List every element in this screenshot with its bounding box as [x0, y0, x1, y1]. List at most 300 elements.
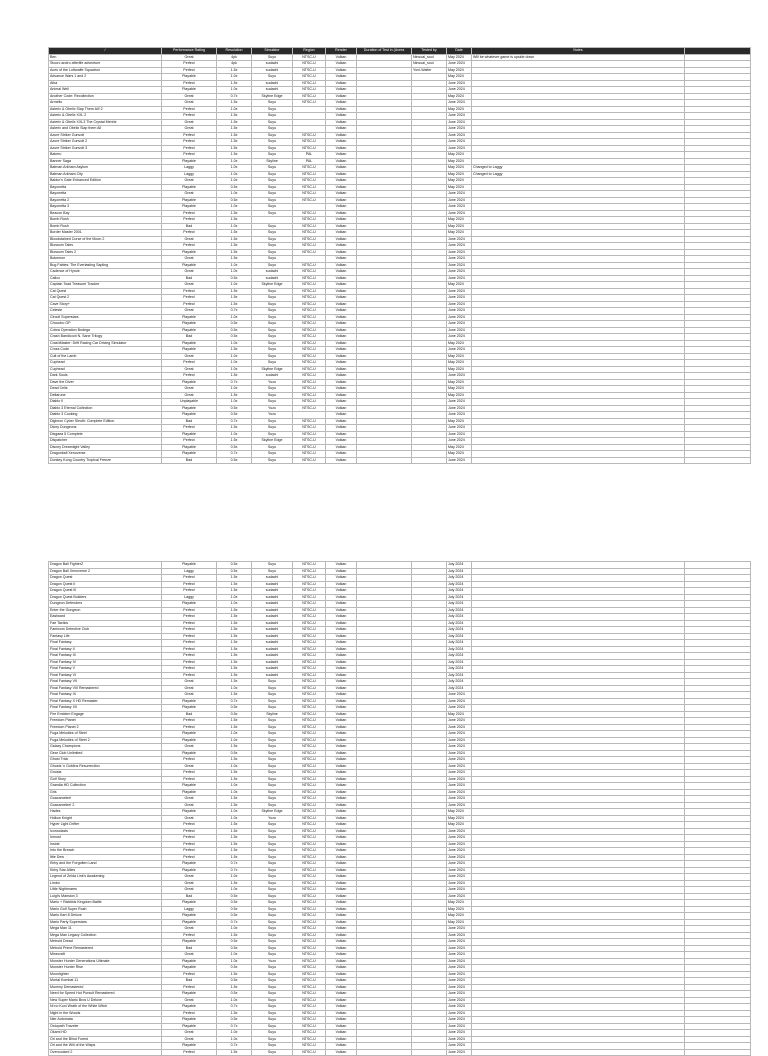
game-name-cell[interactable]: Another Code: Recollection: [49, 93, 162, 100]
performance-rating-cell[interactable]: Great: [162, 236, 217, 243]
region-cell[interactable]: NTSC-U: [293, 835, 326, 842]
game-name-cell[interactable]: Dragon Quest II: [49, 581, 162, 588]
resolution-cell[interactable]: 0.5x: [217, 197, 252, 204]
date-cell[interactable]: June 2024: [447, 119, 472, 126]
region-cell[interactable]: NTSC-U: [293, 867, 326, 874]
region-cell[interactable]: NTSC-U: [293, 893, 326, 900]
resolution-cell[interactable]: 0.7x: [217, 308, 252, 315]
resolution-cell[interactable]: 0.7x: [217, 1023, 252, 1030]
game-name-cell[interactable]: Little Nightmares: [49, 887, 162, 894]
performance-rating-cell[interactable]: Great: [162, 191, 217, 198]
simulator-cell[interactable]: sudachi: [252, 275, 293, 282]
simulator-cell[interactable]: sudachi: [252, 80, 293, 87]
render-cell[interactable]: Vulkan: [326, 405, 357, 412]
simulator-cell[interactable]: sudachi: [252, 61, 293, 68]
render-cell[interactable]: Vulkan: [326, 249, 357, 256]
performance-rating-cell[interactable]: Playable: [162, 601, 217, 608]
game-name-cell[interactable]: Gear Club Unlimited: [49, 750, 162, 757]
simulator-cell[interactable]: Suyu: [252, 1036, 293, 1043]
render-cell[interactable]: Vulkan: [326, 314, 357, 321]
resolution-cell[interactable]: 1.0x: [217, 789, 252, 796]
simulator-cell[interactable]: Suyu: [252, 737, 293, 744]
game-name-cell[interactable]: Ori and the Blind Forest: [49, 1036, 162, 1043]
date-cell[interactable]: June 2024: [447, 783, 472, 790]
date-cell[interactable]: June 2024: [447, 327, 472, 334]
game-name-cell[interactable]: Dave the Diver: [49, 379, 162, 386]
simulator-cell[interactable]: Skyline Edge: [252, 438, 293, 445]
region-cell[interactable]: NTSC-U: [293, 932, 326, 939]
performance-rating-cell[interactable]: Great: [162, 815, 217, 822]
region-cell[interactable]: NTSC-U: [293, 444, 326, 451]
render-cell[interactable]: Vulkan: [326, 93, 357, 100]
resolution-cell[interactable]: 1.0x: [217, 958, 252, 965]
simulator-cell[interactable]: Suyu: [252, 562, 293, 569]
render-cell[interactable]: Vulkan: [326, 562, 357, 569]
date-cell[interactable]: June 2024: [447, 835, 472, 842]
date-cell[interactable]: June 2024: [447, 776, 472, 783]
game-name-cell[interactable]: Asterix & Obelix XXL3 The Crystal Menhir: [49, 119, 162, 126]
region-cell[interactable]: NTSC-U: [293, 750, 326, 757]
date-cell[interactable]: May 2024: [447, 353, 472, 360]
date-cell[interactable]: July 2024: [447, 653, 472, 660]
performance-rating-cell[interactable]: Great: [162, 880, 217, 887]
region-cell[interactable]: NTSC-U: [293, 685, 326, 692]
game-name-cell[interactable]: Hollow Knight: [49, 815, 162, 822]
region-cell[interactable]: NTSC-U: [293, 93, 326, 100]
region-cell[interactable]: NTSC-U: [293, 581, 326, 588]
render-cell[interactable]: Vulkan: [326, 685, 357, 692]
game-name-cell[interactable]: Gnosia: [49, 770, 162, 777]
region-cell[interactable]: NTSC-U: [293, 321, 326, 328]
render-cell[interactable]: Vulkan: [326, 887, 357, 894]
region-cell[interactable]: NTSC-U: [293, 327, 326, 334]
resolution-cell[interactable]: 0.5x: [217, 711, 252, 718]
resolution-cell[interactable]: 0.7x: [217, 861, 252, 868]
render-cell[interactable]: Vulkan: [326, 906, 357, 913]
region-cell[interactable]: NTSC-U: [293, 223, 326, 230]
performance-rating-cell[interactable]: Perfect: [162, 139, 217, 146]
simulator-cell[interactable]: sudachi: [252, 594, 293, 601]
date-cell[interactable]: May 2024: [447, 366, 472, 373]
region-cell[interactable]: NTSC-U: [293, 880, 326, 887]
resolution-cell[interactable]: 0.5x: [217, 750, 252, 757]
date-cell[interactable]: May 2024: [447, 386, 472, 393]
performance-rating-cell[interactable]: Playable: [162, 379, 217, 386]
date-cell[interactable]: June 2024: [447, 347, 472, 354]
simulator-cell[interactable]: Suyu: [252, 913, 293, 920]
simulator-cell[interactable]: Suyu: [252, 841, 293, 848]
render-cell[interactable]: Vulkan: [326, 822, 357, 829]
simulator-cell[interactable]: Suyu: [252, 327, 293, 334]
resolution-cell[interactable]: 1.5x: [217, 880, 252, 887]
simulator-cell[interactable]: Suyu: [252, 288, 293, 295]
simulator-cell[interactable]: Suyu: [252, 679, 293, 686]
performance-rating-cell[interactable]: Perfect: [162, 822, 217, 829]
performance-rating-cell[interactable]: Bad: [162, 978, 217, 985]
render-cell[interactable]: Vulkan: [326, 262, 357, 269]
performance-rating-cell[interactable]: Bad: [162, 457, 217, 464]
game-name-cell[interactable]: Ori and the Will of the Wisps: [49, 1043, 162, 1050]
performance-rating-cell[interactable]: Perfect: [162, 113, 217, 120]
region-cell[interactable]: NTSC-U: [293, 340, 326, 347]
region-cell[interactable]: NTSC-U: [293, 61, 326, 68]
simulator-cell[interactable]: Suyu: [252, 132, 293, 139]
performance-rating-cell[interactable]: Great: [162, 353, 217, 360]
render-cell[interactable]: Vulkan: [326, 425, 357, 432]
region-cell[interactable]: NTSC-U: [293, 640, 326, 647]
game-name-cell[interactable]: Bug Fables: The Everlasting Sapling: [49, 262, 162, 269]
render-cell[interactable]: Vulkan: [326, 119, 357, 126]
tested-by-cell[interactable]: [412, 1049, 447, 1056]
region-cell[interactable]: NTSC-U: [293, 1010, 326, 1017]
date-cell[interactable]: July 2024: [447, 581, 472, 588]
date-cell[interactable]: June 2024: [447, 321, 472, 328]
render-cell[interactable]: Vulkan: [326, 978, 357, 985]
region-cell[interactable]: NTSC-U: [293, 737, 326, 744]
resolution-cell[interactable]: 1.0x: [217, 314, 252, 321]
render-cell[interactable]: Vulkan: [326, 392, 357, 399]
region-cell[interactable]: NTSC-U: [293, 54, 326, 61]
resolution-cell[interactable]: 1.5x: [217, 575, 252, 582]
render-cell[interactable]: Vulkan: [326, 945, 357, 952]
render-cell[interactable]: Vulkan: [326, 575, 357, 582]
region-cell[interactable]: NTSC-U: [293, 1004, 326, 1011]
render-cell[interactable]: Vulkan: [326, 353, 357, 360]
performance-rating-cell[interactable]: Perfect: [162, 633, 217, 640]
simulator-cell[interactable]: Suyu: [252, 152, 293, 159]
render-cell[interactable]: Vulkan: [326, 991, 357, 998]
game-name-cell[interactable]: Ghosts 'n Goblins Resurrection: [49, 763, 162, 770]
render-cell[interactable]: Vulkan: [326, 711, 357, 718]
date-cell[interactable]: May 2024: [447, 815, 472, 822]
region-cell[interactable]: NTSC-U: [293, 1043, 326, 1050]
simulator-cell[interactable]: Suyu: [252, 210, 293, 217]
simulator-cell[interactable]: Suyu: [252, 334, 293, 341]
date-cell[interactable]: June 2024: [447, 757, 472, 764]
render-cell[interactable]: Vulkan: [326, 282, 357, 289]
resolution-cell[interactable]: 0.5x: [217, 275, 252, 282]
region-cell[interactable]: NTSC-U: [293, 802, 326, 809]
date-cell[interactable]: May 2024: [447, 444, 472, 451]
render-cell[interactable]: Vulkan: [326, 763, 357, 770]
simulator-cell[interactable]: Suyu: [252, 828, 293, 835]
region-cell[interactable]: NTSC-U: [293, 275, 326, 282]
render-cell[interactable]: Vulkan: [326, 178, 357, 185]
render-cell[interactable]: Vulkan: [326, 321, 357, 328]
render-cell[interactable]: Vulkan: [326, 815, 357, 822]
resolution-cell[interactable]: 0.5x: [217, 900, 252, 907]
region-cell[interactable]: NTSC-U: [293, 594, 326, 601]
region-cell[interactable]: NTSC-U: [293, 438, 326, 445]
date-cell[interactable]: June 2024: [447, 731, 472, 738]
region-cell[interactable]: NTSC-U: [293, 178, 326, 185]
game-name-cell[interactable]: Fantasy Life: [49, 633, 162, 640]
region-cell[interactable]: NTSC-U: [293, 1017, 326, 1024]
render-cell[interactable]: Vulkan: [326, 646, 357, 653]
resolution-cell[interactable]: 1.5x: [217, 653, 252, 660]
region-cell[interactable]: NTSC-U: [293, 906, 326, 913]
region-cell[interactable]: NTSC-U: [293, 314, 326, 321]
region-cell[interactable]: NTSC-U: [293, 366, 326, 373]
render-cell[interactable]: Vulkan: [326, 672, 357, 679]
simulator-cell[interactable]: Suyu: [252, 1017, 293, 1024]
render-cell[interactable]: Vulkan: [326, 457, 357, 464]
simulator-cell[interactable]: Suyu: [252, 230, 293, 237]
game-name-cell[interactable]: Iconoclasts: [49, 828, 162, 835]
performance-rating-cell[interactable]: Perfect: [162, 230, 217, 237]
render-cell[interactable]: Vulkan: [326, 854, 357, 861]
performance-rating-cell[interactable]: Unplayable: [162, 399, 217, 406]
render-cell[interactable]: Vulkan: [326, 802, 357, 809]
simulator-cell[interactable]: Skyline Edge: [252, 809, 293, 816]
game-name-cell[interactable]: Need for Speed Hot Pursuit Remastered: [49, 991, 162, 998]
render-cell[interactable]: Vulkan: [326, 418, 357, 425]
region-cell[interactable]: NTSC-U: [293, 900, 326, 907]
render-cell[interactable]: Vulkan: [326, 113, 357, 120]
render-cell[interactable]: Vulkan: [326, 236, 357, 243]
date-cell[interactable]: June 2024: [447, 249, 472, 256]
render-cell[interactable]: Vulkan: [326, 1017, 357, 1024]
resolution-cell[interactable]: 1.0x: [217, 178, 252, 185]
simulator-cell[interactable]: Suyu: [252, 178, 293, 185]
render-cell[interactable]: Vulkan: [326, 191, 357, 198]
resolution-cell[interactable]: 1.0x: [217, 74, 252, 81]
date-cell[interactable]: June 2024: [447, 210, 472, 217]
region-cell[interactable]: NTSC-U: [293, 301, 326, 308]
performance-rating-cell[interactable]: Perfect: [162, 145, 217, 152]
performance-rating-cell[interactable]: Perfect: [162, 835, 217, 842]
date-cell[interactable]: June 2024: [447, 438, 472, 445]
performance-rating-cell[interactable]: Perfect: [162, 438, 217, 445]
simulator-cell[interactable]: Suyu: [252, 1023, 293, 1030]
render-cell[interactable]: Vulkan: [326, 217, 357, 224]
performance-rating-cell[interactable]: Playable: [162, 412, 217, 419]
game-name-cell[interactable]: Legend of Zelda Link's Awakening: [49, 874, 162, 881]
simulator-cell[interactable]: Suyu: [252, 100, 293, 107]
render-cell[interactable]: Vulkan: [326, 152, 357, 159]
duration-cell[interactable]: [357, 457, 412, 464]
resolution-cell[interactable]: 1.5x: [217, 724, 252, 731]
resolution-cell[interactable]: 0.5x: [217, 457, 252, 464]
render-cell[interactable]: Vulkan: [326, 666, 357, 673]
render-cell[interactable]: Vulkan: [326, 919, 357, 926]
render-cell[interactable]: Vulkan: [326, 796, 357, 803]
performance-rating-cell[interactable]: Great: [162, 282, 217, 289]
simulator-cell[interactable]: Suyu: [252, 783, 293, 790]
resolution-cell[interactable]: 1.5x: [217, 373, 252, 380]
resolution-cell[interactable]: 1.0x: [217, 601, 252, 608]
resolution-cell[interactable]: 1.5x: [217, 438, 252, 445]
region-cell[interactable]: NTSC-U: [293, 971, 326, 978]
simulator-cell[interactable]: Suyu: [252, 386, 293, 393]
game-name-cell[interactable]: Mega Man Legacy Collection: [49, 932, 162, 939]
date-cell[interactable]: May 2024: [447, 906, 472, 913]
game-name-cell[interactable]: Cat Quest 2: [49, 295, 162, 302]
game-name-cell[interactable]: Cave Story+: [49, 301, 162, 308]
performance-rating-cell[interactable]: Perfect: [162, 425, 217, 432]
render-cell[interactable]: Vulkan: [326, 1023, 357, 1030]
simulator-cell[interactable]: Suyu: [252, 685, 293, 692]
resolution-cell[interactable]: 1.5x: [217, 139, 252, 146]
game-name-cell[interactable]: Advance Wars 1 and 2: [49, 74, 162, 81]
resolution-cell[interactable]: 0.7x: [217, 379, 252, 386]
resolution-cell[interactable]: 1.0x: [217, 353, 252, 360]
resolution-cell[interactable]: 1.5x: [217, 607, 252, 614]
render-cell[interactable]: Vulkan: [326, 614, 357, 621]
region-cell[interactable]: NTSC-U: [293, 405, 326, 412]
date-cell[interactable]: June 2024: [447, 978, 472, 985]
game-name-cell[interactable]: Crash Bandicoot N. Sane Trilogy: [49, 334, 162, 341]
date-cell[interactable]: June 2024: [447, 802, 472, 809]
resolution-cell[interactable]: 1.5x: [217, 932, 252, 939]
simulator-cell[interactable]: Suyu: [252, 360, 293, 367]
render-cell[interactable]: Vulkan: [326, 588, 357, 595]
date-cell[interactable]: May 2024: [447, 171, 472, 178]
simulator-cell[interactable]: sudachi: [252, 588, 293, 595]
date-cell[interactable]: June 2024: [447, 243, 472, 250]
simulator-cell[interactable]: Suyu: [252, 698, 293, 705]
render-cell[interactable]: Vulkan: [326, 1004, 357, 1011]
date-cell[interactable]: June 2024: [447, 932, 472, 939]
date-cell[interactable]: June 2024: [447, 750, 472, 757]
simulator-cell[interactable]: Yuzu: [252, 405, 293, 412]
performance-rating-cell[interactable]: Perfect: [162, 373, 217, 380]
simulator-cell[interactable]: Suyu: [252, 353, 293, 360]
date-cell[interactable]: June 2024: [447, 314, 472, 321]
resolution-cell[interactable]: 1.5x: [217, 243, 252, 250]
performance-rating-cell[interactable]: Perfect: [162, 575, 217, 582]
render-cell[interactable]: Vulkan: [326, 223, 357, 230]
render-cell[interactable]: Vulkan: [326, 184, 357, 191]
performance-rating-cell[interactable]: Great: [162, 126, 217, 133]
resolution-cell[interactable]: 0.5x: [217, 568, 252, 575]
simulator-cell[interactable]: Suyu: [252, 692, 293, 699]
performance-rating-cell[interactable]: Bad: [162, 223, 217, 230]
game-name-cell[interactable]: Gris: [49, 789, 162, 796]
resolution-cell[interactable]: 1.5x: [217, 210, 252, 217]
render-cell[interactable]: Vulkan: [326, 848, 357, 855]
date-cell[interactable]: June 2024: [447, 971, 472, 978]
resolution-cell[interactable]: 1.5x: [217, 854, 252, 861]
render-cell[interactable]: Vulkan: [326, 633, 357, 640]
game-name-cell[interactable]: Galaxy Champions: [49, 744, 162, 751]
render-cell[interactable]: Vulkan: [326, 80, 357, 87]
performance-rating-cell[interactable]: Great: [162, 887, 217, 894]
resolution-cell[interactable]: 1.0x: [217, 191, 252, 198]
resolution-cell[interactable]: 1.5x: [217, 971, 252, 978]
date-cell[interactable]: May 2024: [447, 900, 472, 907]
performance-rating-cell[interactable]: Playable: [162, 204, 217, 211]
simulator-cell[interactable]: Skyline Edge: [252, 366, 293, 373]
game-name-cell[interactable]: Bokemon: [49, 256, 162, 263]
game-name-cell[interactable]: Dragonball Xenoverse: [49, 451, 162, 458]
region-cell[interactable]: NTSC-U: [293, 705, 326, 712]
performance-rating-cell[interactable]: Playable: [162, 314, 217, 321]
link-cell[interactable]: [685, 457, 751, 464]
date-cell[interactable]: June 2024: [447, 295, 472, 302]
simulator-cell[interactable]: Suyu: [252, 854, 293, 861]
date-cell[interactable]: June 2024: [447, 763, 472, 770]
game-name-cell[interactable]: Guacamelee!: [49, 796, 162, 803]
game-name-cell[interactable]: Disney Dreamlight Valley: [49, 444, 162, 451]
date-cell[interactable]: June 2024: [447, 893, 472, 900]
region-cell[interactable]: NTSC-U: [293, 822, 326, 829]
performance-rating-cell[interactable]: Perfect: [162, 848, 217, 855]
region-cell[interactable]: NTSC-U: [293, 926, 326, 933]
performance-rating-cell[interactable]: Playable: [162, 197, 217, 204]
simulator-cell[interactable]: Skyline Edge: [252, 93, 293, 100]
region-cell[interactable]: NTSC-U: [293, 978, 326, 985]
resolution-cell[interactable]: 1.0x: [217, 386, 252, 393]
resolution-cell[interactable]: 1.0x: [217, 431, 252, 438]
region-cell[interactable]: NTSC-U: [293, 457, 326, 464]
date-cell[interactable]: June 2024: [447, 841, 472, 848]
region-cell[interactable]: NTSC-U: [293, 601, 326, 608]
render-cell[interactable]: Vulkan: [326, 659, 357, 666]
date-cell[interactable]: June 2024: [447, 132, 472, 139]
render-cell[interactable]: Vulkan: [326, 431, 357, 438]
simulator-cell[interactable]: Suyu: [252, 106, 293, 113]
performance-rating-cell[interactable]: Great: [162, 392, 217, 399]
game-name-cell[interactable]: Beacon Bay: [49, 210, 162, 217]
simulator-cell[interactable]: Suyu: [252, 750, 293, 757]
tested-by-cell[interactable]: Yuni-Waifer: [412, 67, 447, 74]
region-cell[interactable]: NTSC-U: [293, 718, 326, 725]
performance-rating-cell[interactable]: Playable: [162, 321, 217, 328]
render-cell[interactable]: Vulkan: [326, 54, 357, 61]
resolution-cell[interactable]: 1.0x: [217, 87, 252, 94]
render-cell[interactable]: Vulkan: [326, 1049, 357, 1056]
game-name-cell[interactable]: Freedom Planet: [49, 718, 162, 725]
game-name-cell[interactable]: Moonlighter: [49, 971, 162, 978]
render-cell[interactable]: Vulkan: [326, 601, 357, 608]
game-name-cell[interactable]: Limbo: [49, 880, 162, 887]
render-cell[interactable]: Vulkan: [326, 809, 357, 816]
performance-rating-cell[interactable]: Playable: [162, 1017, 217, 1024]
date-cell[interactable]: June 2024: [447, 698, 472, 705]
render-cell[interactable]: Vulkan: [326, 835, 357, 842]
region-cell[interactable]: NTSC-U: [293, 353, 326, 360]
performance-rating-cell[interactable]: Great: [162, 997, 217, 1004]
render-cell[interactable]: Vulkan: [326, 412, 357, 419]
simulator-cell[interactable]: Suyu: [252, 965, 293, 972]
render-cell[interactable]: Vulkan: [326, 789, 357, 796]
simulator-cell[interactable]: Suyu: [252, 444, 293, 451]
date-cell[interactable]: June 2024: [447, 87, 472, 94]
render-cell[interactable]: Vulkan: [326, 913, 357, 920]
simulator-cell[interactable]: Suyu: [252, 796, 293, 803]
performance-rating-cell[interactable]: Perfect: [162, 1010, 217, 1017]
performance-rating-cell[interactable]: Playable: [162, 1004, 217, 1011]
performance-rating-cell[interactable]: Perfect: [162, 581, 217, 588]
region-cell[interactable]: NTSC-U: [293, 789, 326, 796]
simulator-cell[interactable]: Suyu: [252, 126, 293, 133]
resolution-cell[interactable]: 0.5x: [217, 1017, 252, 1024]
render-cell[interactable]: Vulkan: [326, 438, 357, 445]
render-cell[interactable]: Vulkan: [326, 620, 357, 627]
performance-rating-cell[interactable]: Great: [162, 952, 217, 959]
performance-rating-cell[interactable]: Playable: [162, 184, 217, 191]
date-cell[interactable]: June 2024: [447, 1030, 472, 1037]
performance-rating-cell[interactable]: Playable: [162, 327, 217, 334]
performance-rating-cell[interactable]: Playable: [162, 1043, 217, 1050]
date-cell[interactable]: May 2024: [447, 379, 472, 386]
resolution-cell[interactable]: 1.5x: [217, 1049, 252, 1056]
render-cell[interactable]: Vulkan: [326, 243, 357, 250]
simulator-cell[interactable]: Suyu: [252, 145, 293, 152]
simulator-cell[interactable]: Suyu: [252, 392, 293, 399]
render-cell[interactable]: Vulkan: [326, 379, 357, 386]
